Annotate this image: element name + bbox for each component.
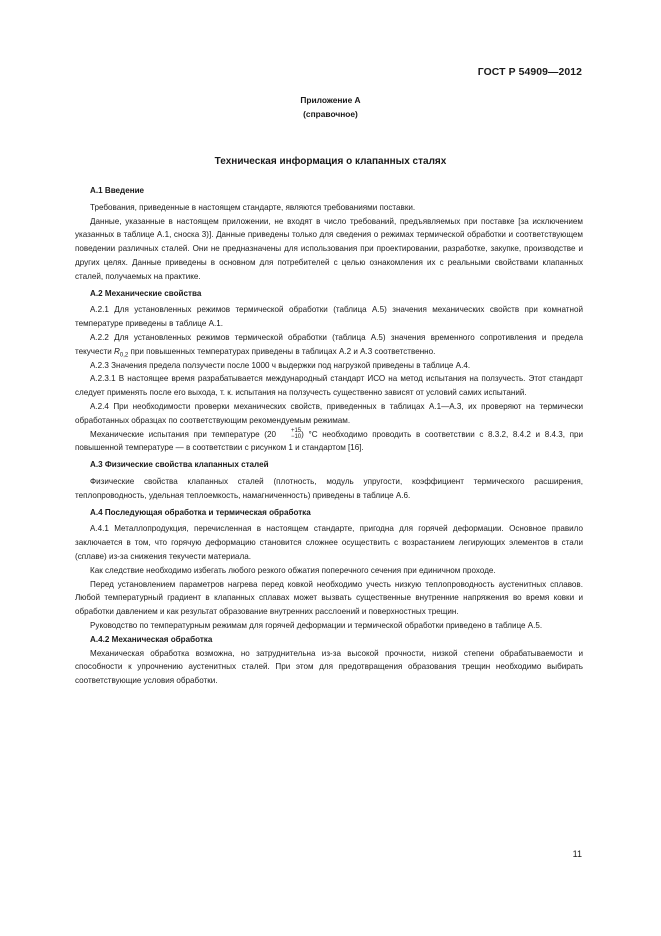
paragraph: Руководство по температурным режимам для горячей деформации и термической обработки приведено в таблице А.5. — [90, 620, 543, 630]
paragraph: А.4.1 Металлопродукция, перечисленная в настоящем стандарте, пригодна для горячей деформации. Основное правило заключается в том, что горячую деформацию становится сложнее осуществить с возрастанием легирующих элементов в стали (сплаве) из-за снижения текучести материала. — [75, 524, 583, 561]
tolerance-upper: +15 — [290, 428, 302, 435]
subscript: 0,2 — [119, 352, 129, 359]
appendix-note: (справочное) — [303, 109, 358, 119]
main-title: Техническая информация о клапанных сталях — [214, 156, 447, 167]
document-body — [75, 184, 583, 688]
paragraph: Перед установлением параметров нагрева перед ковкой необходимо учесть низкую теплопроводность аустенитных сплавов. Любой температурный градиент в клапанных сплавах может вызвать существенные внутренние напряжения во время ковки и обработки давлением и как результат образование внутренних расслоений и поверхностных трещин. — [75, 579, 583, 617]
section-heading-a1: А.1 Введение — [90, 186, 145, 195]
text-run: ) °С необходимо проводить в соответствии с 8.3.2, 8.4.2 и 8.4.3, при повышенной температуре — в соответствии с рисунком 1 и стандартом [16]. — [75, 429, 583, 453]
paragraph: Как следствие необходимо избегать любого резкого обжатия поперечного сечения при единичном проходе. — [90, 565, 496, 575]
paragraph: Данные, указанные в настоящем приложении, не входят в число требований, предъявляемых при поставке [за исключением указанных в таблице А.1, сноска 3)]. Данные приведены только для сведения о режимах термической обработки и соответствующем поведении различных сталей. Они не предназначены для использования при проектировании, разработке, закупке, производстве и других целях. Данные приведены в основном для потребителей с целью ознакомления их с реальными свойствами клапанных сталей, получаемых на практике. — [75, 216, 583, 281]
section-heading-a4: А.4 Последующая обработка и термическая обработка — [90, 507, 311, 517]
paragraph — [75, 428, 583, 456]
standard-designation: ГОСТ Р 54909—2012 — [477, 67, 582, 78]
subsection-heading-a42: А.4.2 Механическая обработка — [90, 634, 213, 644]
paragraph: А.2.1 Для установленных режимов термической обработки (таблица А.5) значения механических свойств при комнатной температуре приведены в таблице А.1. — [75, 305, 583, 329]
text-run: А.2.2 Для установленных режимов термической обработки (таблица А.5) значения временного сопротивления и предела текучести — [75, 332, 583, 356]
symbol-r: R — [114, 346, 120, 356]
paragraph: А.2.4 При необходимости проверки механических свойств, приведенных в таблицах А.1—А.3, их проверяют на термически обработанных образцах по соответствующим рекомендуемым режимам. — [75, 401, 583, 425]
paragraph: Физические свойства клапанных сталей (плотность, модуль упругости, коэффициент термического расширения, теплопроводность, удельная теплоемкость, намагниченность) приведены в таблице А.6. — [75, 476, 583, 500]
text-run: при повышенных температурах приведены в таблицах А.2 и А.3 соответственно. — [128, 346, 436, 356]
section-heading-a3: А.3 Физические свойства клапанных сталей — [90, 460, 269, 470]
tolerance — [276, 428, 301, 440]
text-run: Механические испытания при температуре (20 — [90, 429, 276, 439]
page-number: 11 — [572, 849, 582, 859]
section-heading-a2: А.2 Механические свойства — [90, 288, 202, 298]
paragraph: А.2.3 Значения предела ползучести после 1000 ч выдержки под нагрузкой приведены в таблице А.4. — [90, 360, 471, 370]
paragraph: А.2.3.1 В настоящее время разрабатывается международный стандарт ИСО на метод испытания на ползучесть. Этот стандарт следует применять после его выхода, т. к. испытания на ползучесть существенно зависят от условий самих испытаний. — [75, 374, 583, 398]
paragraph — [75, 331, 583, 359]
paragraph: Механическая обработка возможна, но затруднительна из-за высокой прочности, низкой степени обрабатываемости и способности к упрочнению аустенитных сталей. При этом для предотвращения образования трещин необходимо выбирать соответствующие условия обработки. — [75, 648, 583, 686]
appendix-title: Приложение А — [300, 95, 361, 105]
paragraph: Требования, приведенные в настоящем стандарте, являются требованиями поставки. — [90, 202, 416, 212]
tolerance-lower: −10 — [290, 434, 302, 441]
